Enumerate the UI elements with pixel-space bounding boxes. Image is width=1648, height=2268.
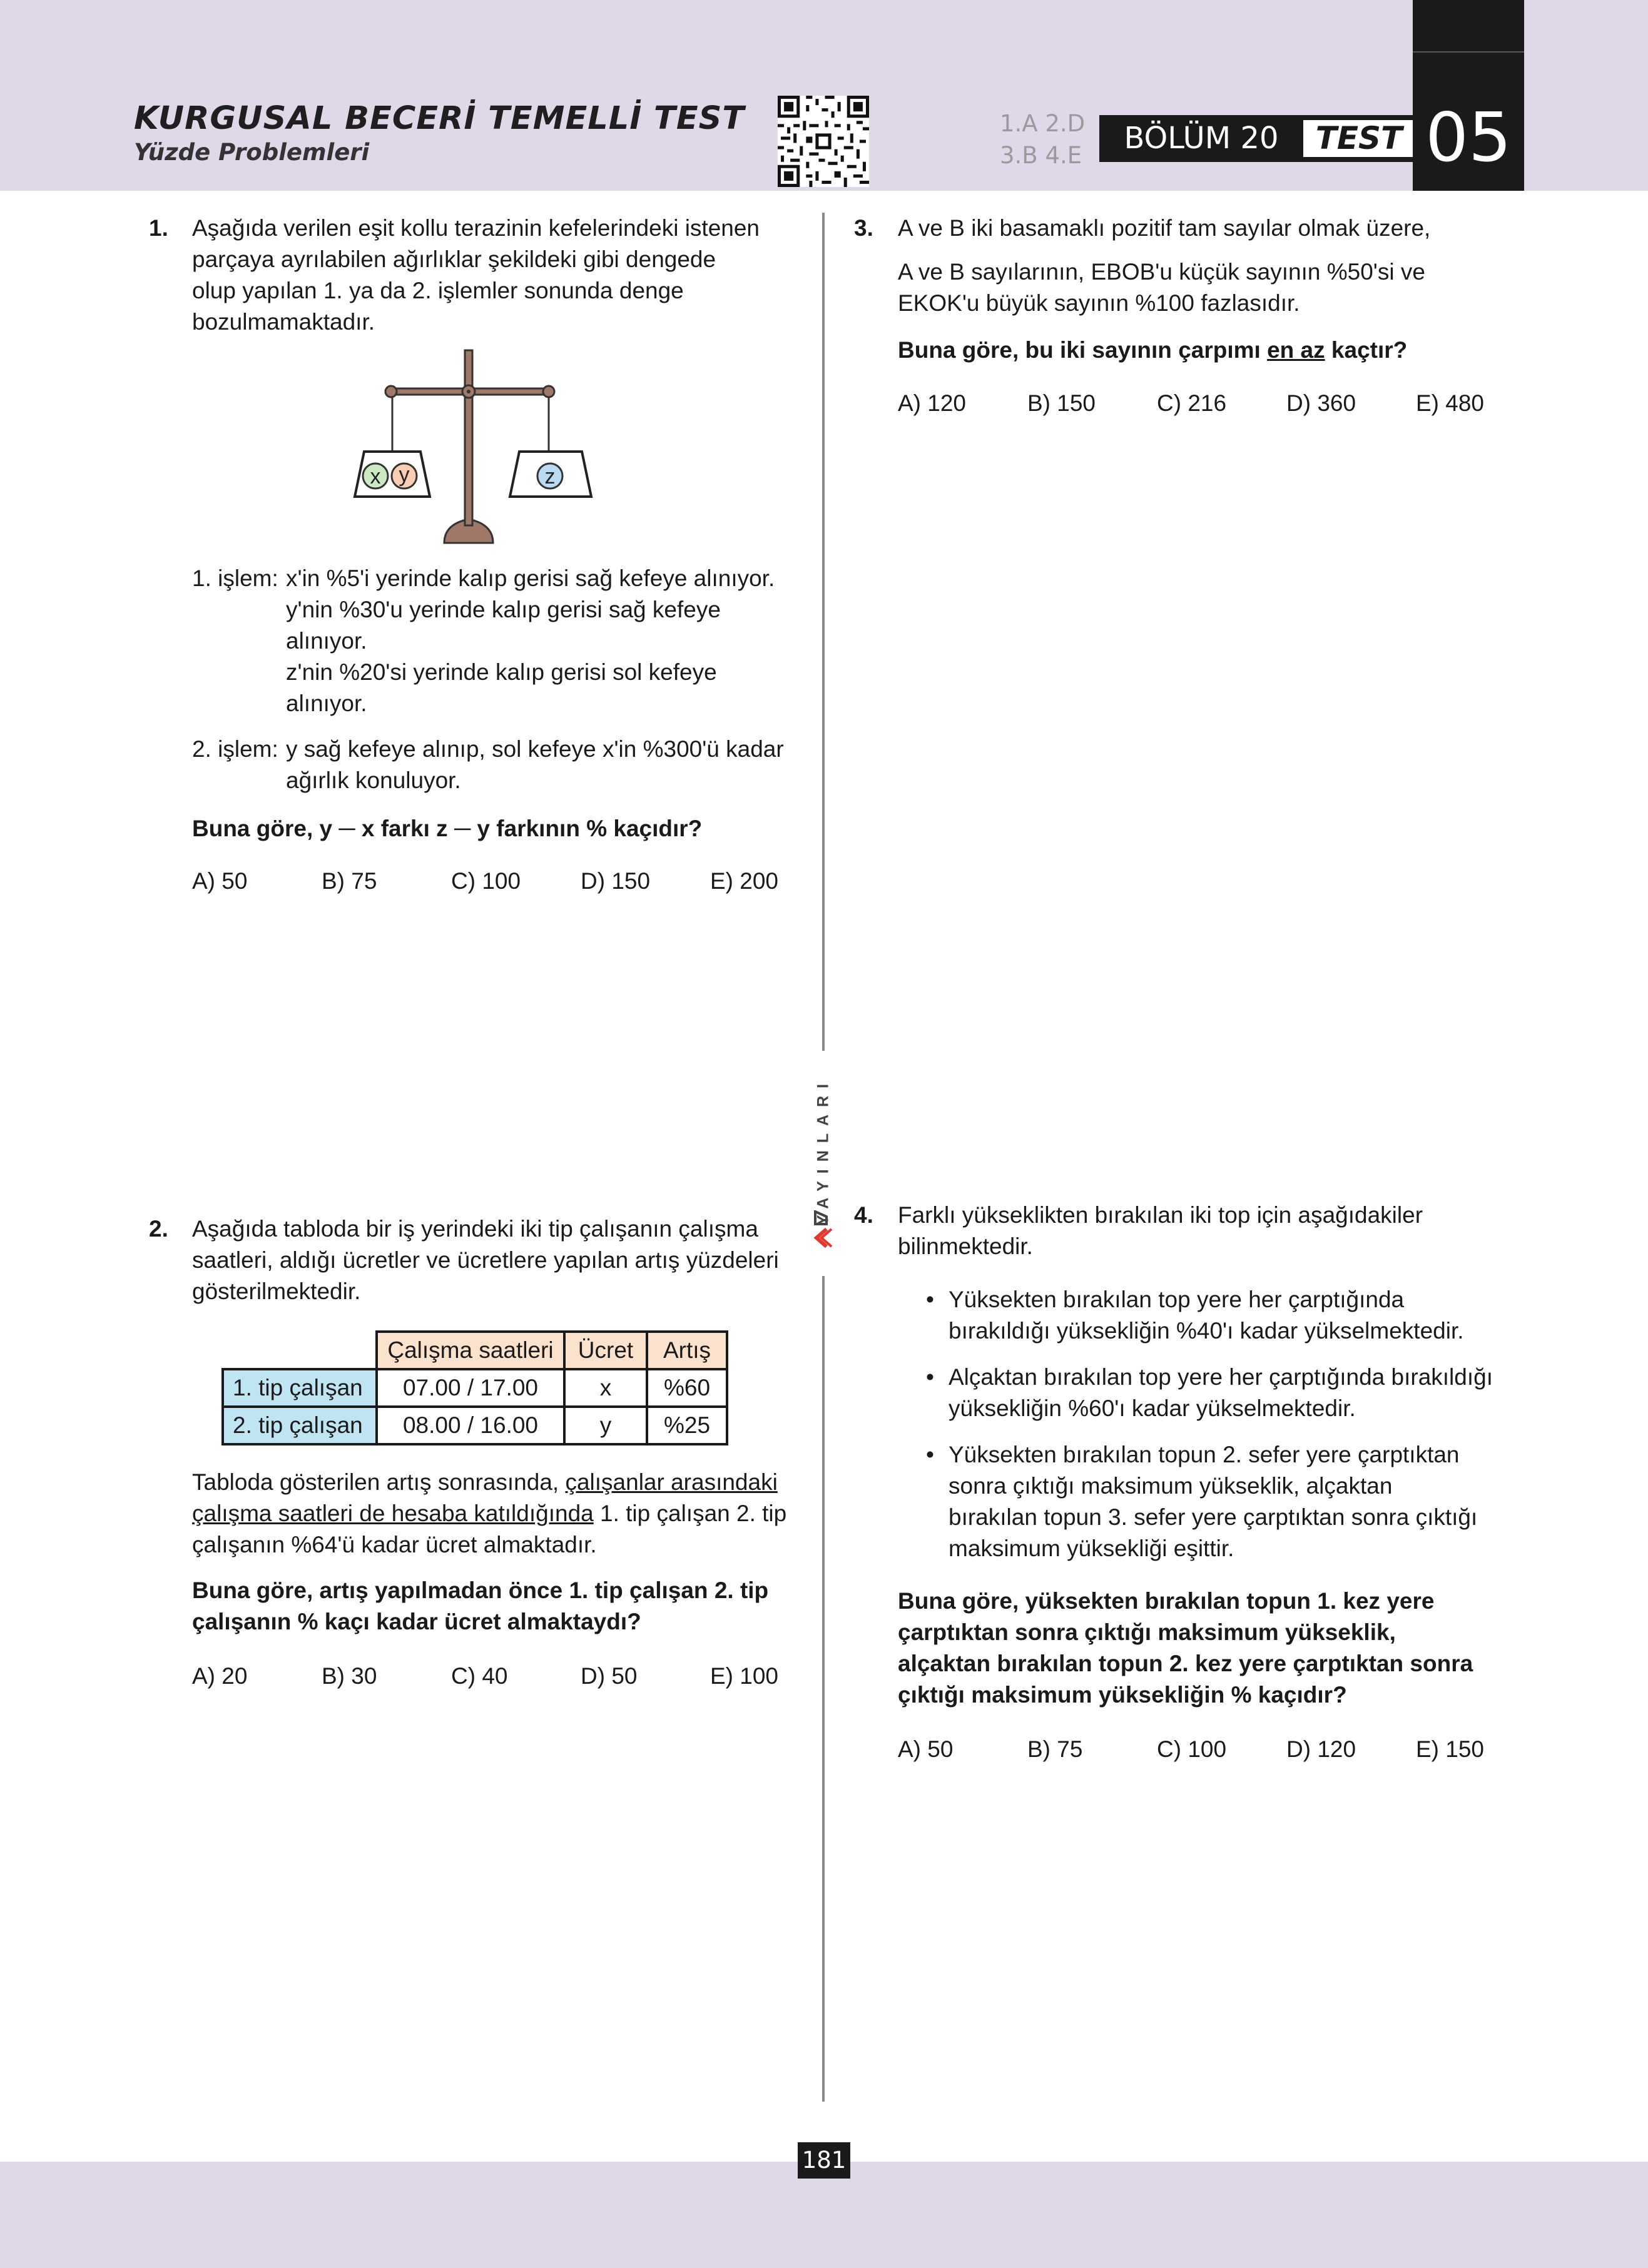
balance-scale-figure [341, 343, 604, 549]
list-item [926, 1439, 1527, 1564]
q1-choices [192, 866, 840, 897]
q4-bullet-list [926, 1284, 1527, 1579]
q1-op1-body [286, 563, 775, 719]
bullet-line: bırakıldığı yüksekliğin %40'ı kadar yükselmektedir. [949, 1318, 1464, 1344]
q1-question: Buna göre, y ─ x farkı z ─ y farkının % kaçıdır? [192, 816, 703, 841]
q3-body-line: A ve B sayılarının, EBOB'u küçük sayının %50'si ve [898, 259, 1425, 285]
q3-choice-d[interactable]: D) 360 [1286, 390, 1356, 416]
q2-choices [192, 1661, 840, 1692]
q3-body-line: EKOK'u büyük sayının %100 fazlasıdır. [898, 290, 1300, 316]
q1-op2-line: ağırlık konuluyor. [286, 767, 461, 793]
q2-text-line3: çalışanın %64'ü kadar ücret almaktadır. [192, 1532, 597, 1557]
q4-question-line: çıktığı maksimum yüksekliğin % kaçıdır? [898, 1682, 1347, 1708]
test-subtitle: Yüzde Problemleri [134, 139, 370, 166]
qr-code-icon[interactable] [778, 96, 869, 187]
q4-question [898, 1586, 1473, 1711]
q1-choice-c[interactable]: C) 100 [451, 868, 521, 894]
q2-intro-line: saatleri, aldığı ücretler ve ücretlere yapılan artış yüzdeleri [192, 1247, 779, 1273]
q4-number: 4. [854, 1202, 873, 1228]
q1-operation-2 [192, 734, 805, 802]
table-header-row [223, 1332, 727, 1369]
list-item [926, 1362, 1527, 1424]
q1-intro [192, 213, 760, 338]
q1-intro-line: parçaya ayrılabilen ağırlıklar şekildeki gibi dengede [192, 246, 716, 272]
q3-question-underlined: en az [1267, 337, 1325, 363]
q2-choice-a[interactable]: A) 20 [192, 1663, 248, 1689]
z-label: z [544, 465, 556, 489]
q1-intro-line: olup yapılan 1. ya da 2. işlemler sonunda denge [192, 278, 684, 303]
table-header-hours: Çalışma saatleri [377, 1332, 564, 1369]
q4-intro [898, 1200, 1423, 1262]
q4-intro-line: bilinmektedir. [898, 1233, 1033, 1259]
brand-text: YAYINLARI [814, 1076, 832, 1226]
q2-question [192, 1575, 768, 1638]
q2-choice-e[interactable]: E) 100 [710, 1663, 779, 1689]
q2-choice-b[interactable]: B) 30 [322, 1663, 377, 1689]
q2-text-underlined: çalışanlar arasındaki [565, 1469, 778, 1495]
q2-choice-d[interactable]: D) 50 [581, 1663, 638, 1689]
bullet-line: • Yüksekten bırakılan topun 2. sefer yere çarptıktan [949, 1442, 1460, 1467]
table-cell-rise: %25 [647, 1407, 727, 1444]
table-cell-wage: x [564, 1369, 647, 1407]
bullet-line: • Alçaktan bırakılan top yere her çarptığında bırakıldığı [949, 1364, 1493, 1390]
q4-choice-a[interactable]: A) 50 [898, 1736, 954, 1762]
answer-key-line2: 3.B 4.E [1000, 142, 1082, 169]
q4-question-line: çarptıktan sonra çıktığı maksimum yükseklik, [898, 1619, 1396, 1645]
table-row-label: 2. tip çalışan [223, 1407, 377, 1444]
q2-question-line: çalışanın % kaçı kadar ücret almaktaydı? [192, 1609, 641, 1634]
page-number: 181 [798, 2142, 850, 2179]
table-row [223, 1369, 727, 1407]
q1-op1-line: y'nin %30'u yerinde kalıp gerisi sağ kefeye [286, 597, 721, 622]
q1-op1-line: alınıyor. [286, 628, 367, 654]
test-number-divider [1413, 51, 1524, 53]
bullet-line: maksimum yüksekliği eşittir. [949, 1536, 1234, 1561]
q1-intro-line: bozulmamaktadır. [192, 309, 375, 335]
q2-text [192, 1467, 786, 1561]
q3-choice-e[interactable]: E) 480 [1416, 390, 1485, 416]
q1-op2-label: 2. işlem: [192, 736, 278, 762]
q3-choice-a[interactable]: A) 120 [898, 390, 967, 416]
q1-op1-line: x'in %5'i yerinde kalıp gerisi sağ kefeye alınıyor. [286, 565, 775, 591]
q3-question-part: Buna göre, bu iki sayının çarpımı [898, 337, 1268, 363]
z-ball [537, 463, 562, 489]
4k-logo-icon [813, 1210, 834, 1248]
q1-op2-line: y sağ kefeye alınıp, sol kefeye x'in %300'ü kadar [286, 736, 784, 762]
q2-intro-line: Aşağıda tabloda bir iş yerindeki iki tip çalışanın çalışma [192, 1216, 758, 1242]
balance-scale-icon [355, 350, 591, 543]
q1-choice-b[interactable]: B) 75 [322, 868, 377, 894]
x-ball [363, 463, 388, 489]
q2-wage-table [221, 1330, 728, 1445]
q4-intro-line: Farklı yükseklikten bırakılan iki top için aşağıdakiler [898, 1202, 1423, 1228]
q1-choice-e[interactable]: E) 200 [710, 868, 779, 894]
table-cell-wage: y [564, 1407, 647, 1444]
answer-key-line1: 1.A 2.D [1000, 110, 1086, 137]
q4-choice-d[interactable]: D) 120 [1286, 1736, 1356, 1762]
q4-choice-c[interactable]: C) 100 [1157, 1736, 1227, 1762]
q3-question [898, 335, 1407, 366]
q3-choices [898, 388, 1545, 419]
q1-op1-line: alınıyor. [286, 691, 367, 716]
q2-question-line: Buna göre, artış yapılmadan önce 1. tip çalışan 2. tip [192, 1577, 769, 1603]
q1-intro-line: Aşağıda verilen eşit kollu terazinin kefelerindeki istenen [192, 215, 760, 241]
q1-operation-1 [192, 563, 805, 726]
q1-op1-label: 1. işlem: [192, 565, 278, 591]
test-title: KURGUSAL BECERİ TEMELLİ TEST [134, 100, 745, 137]
q2-text-underlined: çalışma saatleri de hesaba katıldığında [192, 1501, 594, 1526]
q4-choice-e[interactable]: E) 150 [1416, 1736, 1485, 1762]
table-cell-hours: 08.00 / 16.00 [377, 1407, 564, 1444]
bullet-line: • Yüksekten bırakılan top yere her çarptığında [949, 1287, 1405, 1312]
answer-key [1000, 108, 1085, 171]
x-label: x [370, 465, 381, 489]
q4-choice-b[interactable]: B) 75 [1027, 1736, 1083, 1762]
bullet-line: sonra çıktığı maksimum yükseklik, alçaktan [949, 1473, 1393, 1499]
q2-intro [192, 1213, 779, 1307]
q2-text-plain: 1. tip çalışan 2. tip [593, 1501, 787, 1526]
table-corner [223, 1332, 377, 1369]
q1-op2-body [286, 734, 784, 796]
q1-number: 1. [149, 215, 168, 241]
q3-body [898, 256, 1425, 319]
q2-number: 2. [149, 1216, 168, 1242]
table-row-label: 1. tip çalışan [223, 1369, 377, 1407]
q3-choice-b[interactable]: B) 150 [1027, 390, 1096, 416]
bullet-line: bırakılan topun 3. sefer yere çarptıktan sonra çıktığı [949, 1504, 1478, 1530]
y-ball [392, 463, 417, 489]
bullet-line: yüksekliğin %60'ı kadar yükselmektedir. [949, 1395, 1356, 1421]
test-label: TEST [1303, 115, 1415, 162]
q1-op1-line: z'nin %20'si yerinde kalıp gerisi sol kefeye [286, 659, 717, 685]
table-row [223, 1407, 727, 1444]
table-cell-rise: %60 [647, 1369, 727, 1407]
test-number: 05 [1425, 99, 1512, 177]
q3-question-part: kaçtır? [1325, 337, 1408, 363]
y-label: y [399, 463, 410, 487]
table-cell-hours: 07.00 / 17.00 [377, 1369, 564, 1407]
table-header-rise: Artış [647, 1332, 727, 1369]
q2-choice-c[interactable]: C) 40 [451, 1663, 508, 1689]
q4-choices [898, 1734, 1545, 1765]
q3-number: 3. [854, 215, 873, 241]
q1-choice-a[interactable]: A) 50 [192, 868, 248, 894]
q2-intro-line: gösterilmektedir. [192, 1278, 361, 1304]
q3-choice-c[interactable]: C) 216 [1157, 390, 1227, 416]
q4-question-line: alçaktan bırakılan topun 2. kez yere çarptıktan sonra [898, 1651, 1473, 1676]
q1-choice-d[interactable]: D) 150 [581, 868, 651, 894]
table-header-wage: Ücret [564, 1332, 647, 1369]
list-item [926, 1284, 1527, 1347]
q2-text-line1 [192, 1467, 786, 1498]
q2-text-line2 [192, 1498, 786, 1529]
q2-text-plain: Tabloda gösterilen artış sonrasında, [192, 1469, 566, 1495]
section-badge: BÖLÜM 20 [1099, 115, 1303, 162]
q3-line1: A ve B iki basamaklı pozitif tam sayılar olmak üzere, [898, 215, 1431, 241]
q4-question-line: Buna göre, yüksekten bırakılan topun 1. kez yere [898, 1588, 1435, 1614]
